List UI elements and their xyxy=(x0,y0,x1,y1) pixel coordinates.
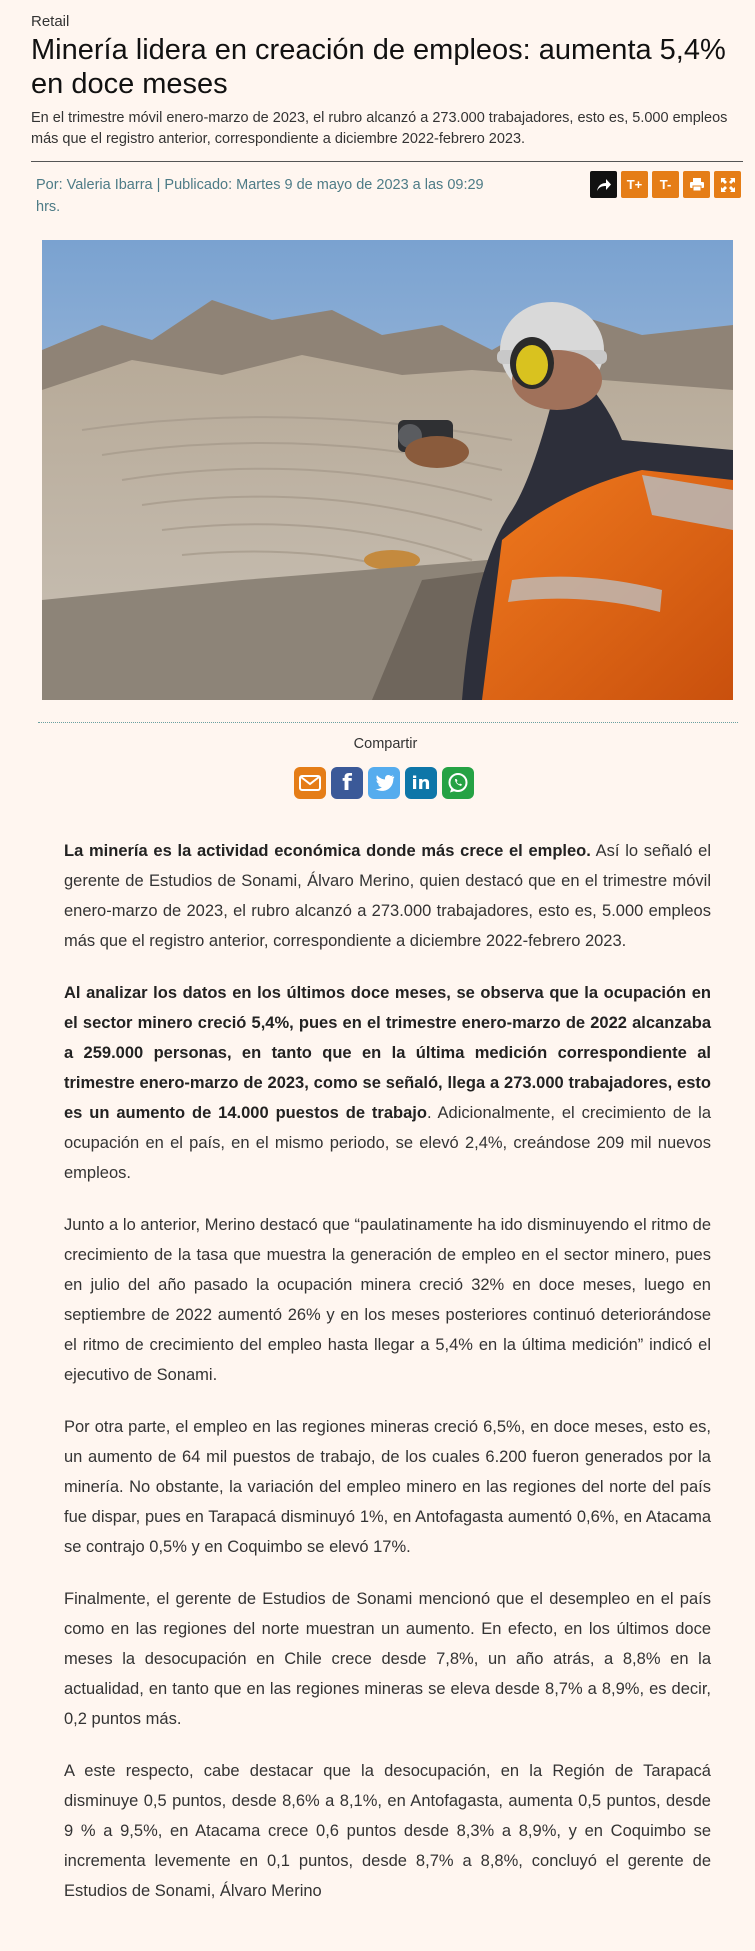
header-divider xyxy=(31,161,743,162)
share-label: Compartir xyxy=(353,736,418,752)
article-toolbar xyxy=(590,171,741,198)
body-paragraph-6: A este respecto, cabe destacar que la desocupación, en la Región de Tarapacá disminuye 0,5 puntos, desde 8,6% a 8,1%, en Antofagasta, aumenta 0,5 puntos, desde 9 % a 9,5%, en Atacama crece 0,6 puntos desde 8,3% a 8,9%, y en Coquimbo se incrementa levemente en 0,1 puntos, desde 8,7% a 8,8%, concluyó el gerente de Estudios de Sonami, Álvaro Merino xyxy=(64,1762,711,1900)
font-increase-button[interactable]: T+ xyxy=(621,171,648,198)
share-facebook-button[interactable] xyxy=(331,767,363,799)
body-paragraph-2 xyxy=(64,978,711,1188)
linkedin-icon: in xyxy=(411,772,431,794)
fullscreen-button[interactable] xyxy=(714,171,741,198)
body-paragraph-1-bold: La minería es la actividad económica donde más crece el empleo. xyxy=(64,842,591,860)
share-arrow-button[interactable] xyxy=(590,171,617,198)
share-divider xyxy=(38,722,738,723)
share-arrow-icon xyxy=(596,178,612,192)
share-whatsapp-button[interactable] xyxy=(442,767,474,799)
twitter-icon xyxy=(373,774,395,792)
whatsapp-icon xyxy=(447,772,469,794)
body-paragraph-4: Por otra parte, el empleo en las regiones mineras creció 6,5%, en doce meses, esto es, un aumento de 64 mil puestos de trabajo, de los cuales 6.200 fueron generados por la minería. No obstante, la variación del empleo minero en las regiones del norte del país fue dispar, pues en Tarapacá disminuyó 1%, en Antofagasta aumentó 0,6%, en Atacama se contrajo 0,5% y en Coquimbo se elevó 17%. xyxy=(64,1418,711,1556)
body-paragraph-3: Junto a lo anterior, Merino destacó que “paulatinamente ha ido disminuyendo el ritmo de crecimiento de la tasa que muestra la generación de empleo en el sector minero, pues en julio del año pasado la ocupación minera creció 32% en doce meses, luego en septiembre de 2022 aumentó 26% y en los meses posteriores continuó deteriorándose el ritmo de crecimiento del empleo hasta llegar a 5,4% en la última medición” indicó el ejecutivo de Sonami. xyxy=(64,1216,711,1384)
share-buttons xyxy=(294,767,474,799)
article-lead: En el trimestre móvil enero-marzo de 2023, el rubro alcanzó a 273.000 trabajadores, esto es, 5.000 empleos más que el registro anterior, correspondiente a diciembre 2022-febrero 2023. xyxy=(31,110,728,147)
body-paragraph-1 xyxy=(64,836,711,956)
font-decrease-button[interactable]: T- xyxy=(652,171,679,198)
email-icon xyxy=(299,775,321,791)
expand-icon xyxy=(720,177,736,193)
body-paragraph-1-text: Así lo señaló el gerente de Estudios de Sonami, Álvaro Merino, quien destacó que en el trimestre móvil enero-marzo de 2023, el rubro alcanzó a 273.000 trabajadores, esto es, 5.000 empleos más que el registro anterior, correspondiente a diciembre 2022-febrero 2023. xyxy=(64,842,711,950)
share-twitter-button[interactable] xyxy=(368,767,400,799)
article-photo-miner xyxy=(42,240,733,700)
body-paragraph-2-bold: Al analizar los datos en los últimos doce meses, se observa que la ocupación en el sector minero creció 5,4%, pues en el trimestre enero-marzo de 2022 alcanzaba a 259.000 personas, en tanto que en la última medición correspondiente al trimestre enero-marzo de 2023, como se señaló, llega a 273.000 trabajadores, esto es un aumento de 14.000 puestos de trabajo xyxy=(64,984,711,1122)
print-icon xyxy=(689,177,705,192)
facebook-icon: f xyxy=(342,770,352,796)
article-byline: Por: Valeria Ibarra | Publicado: Martes 9 de mayo de 2023 a las 09:29 hrs. xyxy=(36,177,484,215)
share-linkedin-button[interactable] xyxy=(405,767,437,799)
print-button[interactable] xyxy=(683,171,710,198)
body-paragraph-5: Finalmente, el gerente de Estudios de Sonami mencionó que el desempleo en el país como en las regiones del norte muestran un aumento. En efecto, en los últimos doce meses la desocupación en Chile crece desde 7,8%, un año atrás, a 8,8% en la actualidad, en tanto que en las regiones mineras se eleva desde 8,7% a 8,9%, es decir, 0,2 puntos más. xyxy=(64,1590,711,1728)
section-label[interactable]: Retail xyxy=(31,13,70,30)
share-email-button[interactable] xyxy=(294,767,326,799)
article-body xyxy=(64,836,711,1928)
body-paragraph-2-text: . Adicionalmente, el crecimiento de la ocupación en el país, en el mismo periodo, se elevó 2,4%, creándose 209 mil nuevos empleos. xyxy=(64,1104,711,1182)
article-headline: Minería lidera en creación de empleos: aumenta 5,4% en doce meses xyxy=(31,34,726,100)
